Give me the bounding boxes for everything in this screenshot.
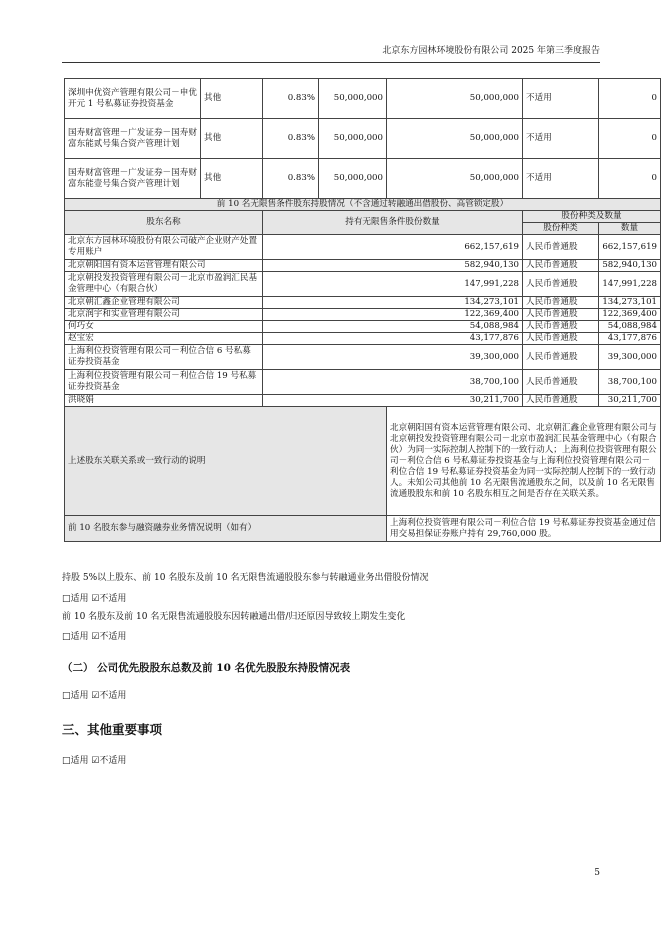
- section-header-row: [65, 199, 661, 211]
- top-shareholder-row: [65, 119, 661, 159]
- other-matters-title: 三、其他重要事项: [62, 722, 163, 737]
- holder-shares: 134,273,101: [263, 297, 523, 309]
- holder-kind: 人民币普通股: [523, 260, 599, 272]
- unrestricted-row: [65, 321, 661, 333]
- holder-kind: 人民币普通股: [523, 235, 599, 260]
- unrestricted-row: [65, 297, 661, 309]
- lending-checkbox-status: □适用 ☑不适用: [62, 594, 127, 604]
- column-header-row: [65, 211, 661, 223]
- shareholder-name: 国寿财富管理－广发证券－国寿财富东能壹号集合资产管理计划: [65, 159, 201, 199]
- pledge-status: 不适用: [523, 79, 599, 119]
- unrestricted-row: [65, 333, 661, 345]
- unrestricted-row: [65, 260, 661, 272]
- holder-name: 上海利位投资管理有限公司－利位合信 19 号私募证券投资基金: [65, 370, 263, 395]
- shareholder-table: [64, 78, 661, 542]
- holder-shares: 30,211,700: [263, 395, 523, 407]
- pledge-qty: 0: [599, 79, 661, 119]
- other-matters-checkbox-status: □适用 ☑不适用: [62, 756, 127, 766]
- holder-shares: 39,300,000: [263, 345, 523, 370]
- relation-row: [65, 407, 661, 516]
- restricted-count: 50,000,000: [387, 119, 523, 159]
- unrestricted-row: [65, 345, 661, 370]
- col-header-qty: 数量: [599, 223, 661, 235]
- pledge-status: 不适用: [523, 119, 599, 159]
- holder-qty: 39,300,000: [599, 345, 661, 370]
- shareholder-name: 国寿财富管理－广发证券－国寿财富东能贰号集合资产管理计划: [65, 119, 201, 159]
- shareholder-type: 其他: [201, 159, 263, 199]
- holder-name: 赵宝宏: [65, 333, 263, 345]
- shareholder-type: 其他: [201, 79, 263, 119]
- holder-kind: 人民币普通股: [523, 345, 599, 370]
- holder-qty: 662,157,619: [599, 235, 661, 260]
- holder-name: 北京朝投发投资管理有限公司－北京市盈润汇民基金管理中心（有限合伙）: [65, 272, 263, 297]
- holder-kind: 人民币普通股: [523, 370, 599, 395]
- pledge-status: 不适用: [523, 159, 599, 199]
- relation-text: 北京朝阳国有资本运营管理有限公司、北京朝汇鑫企业管理有限公司与北京朝投发投资管理有限公司－北京市盈润汇民基金管理中心（有限合伙）为同一实际控制人控制下的一致行动人；上海利位投资管理有限公司－利位合信 6 号私募证券投资基金与上海利位投资管理有限公司－利位合信 19 号私募证券投资基金为同一实际控制人控制下的一致行动人。未知公司其他前 10 名无限售流通股东之间，以及前 10 名无限售流通股股东和前 10 名股东相互之间是否存在关联关系。: [387, 407, 661, 516]
- change-paragraph: 前 10 名股东及前 10 名无限售流通股股东因转融通出借/归还原因导致较上期发生变化: [62, 612, 406, 622]
- change-checkbox-status: □适用 ☑不适用: [62, 632, 127, 642]
- holder-qty: 147,991,228: [599, 272, 661, 297]
- holder-qty: 43,177,876: [599, 333, 661, 345]
- holder-kind: 人民币普通股: [523, 297, 599, 309]
- pledge-qty: 0: [599, 159, 661, 199]
- pledge-qty: 0: [599, 119, 661, 159]
- restricted-count: 50,000,000: [387, 79, 523, 119]
- holder-qty: 122,369,400: [599, 309, 661, 321]
- holder-shares: 54,088,984: [263, 321, 523, 333]
- share-percent: 0.83%: [263, 119, 319, 159]
- margin-text: 上海利位投资管理有限公司－利位合信 19 号私募证券投资基金通过信用交易担保证券账户持有 29,760,000 股。: [387, 516, 661, 542]
- holder-name: 上海利位投资管理有限公司－利位合信 6 号私募证券投资基金: [65, 345, 263, 370]
- col-header-name: 股东名称: [65, 211, 263, 235]
- margin-label: 前 10 名股东参与融资融券业务情况说明（如有）: [65, 516, 387, 542]
- holder-kind: 人民币普通股: [523, 272, 599, 297]
- holder-shares: 43,177,876: [263, 333, 523, 345]
- holder-shares: 122,369,400: [263, 309, 523, 321]
- col-header-kind-group: 股份种类及数量: [523, 211, 661, 223]
- unrestricted-row: [65, 370, 661, 395]
- holder-kind: 人民币普通股: [523, 333, 599, 345]
- holder-name: 北京朝阳国有资本运营管理有限公司: [65, 260, 263, 272]
- unrestricted-section-title: 前 10 名无限售条件股东持股情况（不含通过转融通出借股份、高管锁定股）: [65, 199, 661, 211]
- margin-row: [65, 516, 661, 542]
- top-shareholder-row: [65, 79, 661, 119]
- holder-shares: 147,991,228: [263, 272, 523, 297]
- holder-shares: 662,157,619: [263, 235, 523, 260]
- relation-label: 上述股东关联关系或一致行动的说明: [65, 407, 387, 516]
- share-count: 50,000,000: [319, 119, 387, 159]
- share-count: 50,000,000: [319, 79, 387, 119]
- holder-shares: 38,700,100: [263, 370, 523, 395]
- shareholder-type: 其他: [201, 119, 263, 159]
- unrestricted-row: [65, 309, 661, 321]
- holder-kind: 人民币普通股: [523, 395, 599, 407]
- preferred-checkbox-status: □适用 ☑不适用: [62, 691, 127, 701]
- page-header: [62, 46, 600, 63]
- unrestricted-row: [65, 272, 661, 297]
- holder-name: 北京润宇和实业管理有限公司: [65, 309, 263, 321]
- header-title: 北京东方园林环境股份有限公司 2025 年第三季度报告: [382, 46, 600, 56]
- holder-qty: 134,273,101: [599, 297, 661, 309]
- share-percent: 0.83%: [263, 159, 319, 199]
- holder-kind: 人民币普通股: [523, 321, 599, 333]
- holder-name: 洪晓娟: [65, 395, 263, 407]
- holder-name: 何巧女: [65, 321, 263, 333]
- unrestricted-row: [65, 235, 661, 260]
- holder-name: 北京朝汇鑫企业管理有限公司: [65, 297, 263, 309]
- holder-qty: 582,940,130: [599, 260, 661, 272]
- col-header-shares: 持有无限售条件股份数量: [263, 211, 523, 235]
- holder-shares: 582,940,130: [263, 260, 523, 272]
- page-number: 5: [594, 868, 600, 878]
- holder-qty: 38,700,100: [599, 370, 661, 395]
- holder-qty: 30,211,700: [599, 395, 661, 407]
- unrestricted-row: [65, 395, 661, 407]
- holder-kind: 人民币普通股: [523, 309, 599, 321]
- holder-name: 北京东方园林环境股份有限公司破产企业财产处置专用账户: [65, 235, 263, 260]
- share-percent: 0.83%: [263, 79, 319, 119]
- lending-paragraph: 持股 5%以上股东、前 10 名股东及前 10 名无限售流通股股东参与转融通业务出借股份情况: [62, 573, 429, 583]
- preferred-section-title: （二） 公司优先股股东总数及前 10 名优先股股东持股情况表: [62, 662, 351, 674]
- col-header-kind: 股份种类: [523, 223, 599, 235]
- share-count: 50,000,000: [319, 159, 387, 199]
- holder-qty: 54,088,984: [599, 321, 661, 333]
- restricted-count: 50,000,000: [387, 159, 523, 199]
- shareholder-name: 深圳申优资产管理有限公司－申优开元 1 号私募证券投资基金: [65, 79, 201, 119]
- top-shareholder-row: [65, 159, 661, 199]
